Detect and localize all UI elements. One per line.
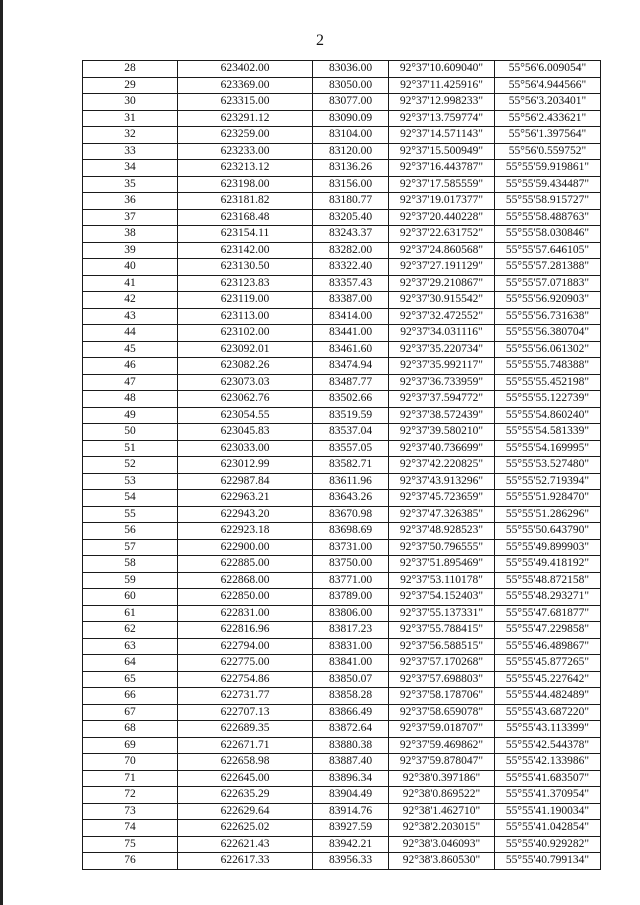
point-number-cell: 30 [83, 94, 178, 111]
x-coordinate-cell: 623045.83 [178, 424, 313, 441]
table-row [83, 589, 601, 606]
y-coordinate-cell: 83887.40 [313, 754, 389, 771]
table-row [83, 836, 601, 853]
x-coordinate-cell: 622885.00 [178, 556, 313, 573]
table-row [83, 622, 601, 639]
table-row [83, 209, 601, 226]
point-number-cell: 52 [83, 457, 178, 474]
latitude-cell: 55°55'47.681877" [495, 605, 601, 622]
y-coordinate-cell: 83858.28 [313, 688, 389, 705]
y-coordinate-cell: 83537.04 [313, 424, 389, 441]
table-row [83, 341, 601, 358]
point-number-cell: 32 [83, 127, 178, 144]
y-coordinate-cell: 83872.64 [313, 721, 389, 738]
latitude-cell: 55°55'51.928470" [495, 490, 601, 507]
longitude-cell: 92°37'12.998233" [389, 94, 495, 111]
x-coordinate-cell: 622731.77 [178, 688, 313, 705]
point-number-cell: 50 [83, 424, 178, 441]
point-number-cell: 29 [83, 77, 178, 94]
y-coordinate-cell: 83880.38 [313, 737, 389, 754]
latitude-cell: 55°55'56.920903" [495, 292, 601, 309]
latitude-cell: 55°55'48.872158" [495, 572, 601, 589]
latitude-cell: 55°55'51.286296" [495, 506, 601, 523]
latitude-cell: 55°55'49.418192" [495, 556, 601, 573]
x-coordinate-cell: 622635.29 [178, 787, 313, 804]
table-row [83, 605, 601, 622]
y-coordinate-cell: 83904.49 [313, 787, 389, 804]
table-row [83, 143, 601, 160]
x-coordinate-cell: 622658.98 [178, 754, 313, 771]
point-number-cell: 36 [83, 193, 178, 210]
latitude-cell: 55°56'1.397564" [495, 127, 601, 144]
table-row [83, 787, 601, 804]
x-coordinate-cell: 622850.00 [178, 589, 313, 606]
x-coordinate-cell: 622794.00 [178, 638, 313, 655]
y-coordinate-cell: 83806.00 [313, 605, 389, 622]
longitude-cell: 92°38'0.869522" [389, 787, 495, 804]
x-coordinate-cell: 622816.96 [178, 622, 313, 639]
x-coordinate-cell: 623259.00 [178, 127, 313, 144]
y-coordinate-cell: 83502.66 [313, 391, 389, 408]
y-coordinate-cell: 83866.49 [313, 704, 389, 721]
x-coordinate-cell: 622621.43 [178, 836, 313, 853]
point-number-cell: 37 [83, 209, 178, 226]
point-number-cell: 59 [83, 572, 178, 589]
table-row [83, 803, 601, 820]
y-coordinate-cell: 83205.40 [313, 209, 389, 226]
longitude-cell: 92°37'57.170268" [389, 655, 495, 672]
latitude-cell: 55°55'57.281388" [495, 259, 601, 276]
table-row [83, 638, 601, 655]
point-number-cell: 65 [83, 671, 178, 688]
point-number-cell: 68 [83, 721, 178, 738]
point-number-cell: 45 [83, 341, 178, 358]
longitude-cell: 92°37'32.472552" [389, 308, 495, 325]
latitude-cell: 55°55'47.229858" [495, 622, 601, 639]
x-coordinate-cell: 622617.33 [178, 853, 313, 870]
y-coordinate-cell: 83519.59 [313, 407, 389, 424]
longitude-cell: 92°37'34.031116" [389, 325, 495, 342]
table-row [83, 853, 601, 870]
point-number-cell: 39 [83, 242, 178, 259]
x-coordinate-cell: 623142.00 [178, 242, 313, 259]
longitude-cell: 92°37'45.723659" [389, 490, 495, 507]
latitude-cell: 55°55'41.683507" [495, 770, 601, 787]
longitude-cell: 92°37'48.928523" [389, 523, 495, 540]
longitude-cell: 92°37'53.110178" [389, 572, 495, 589]
coordinates-table-body [83, 61, 601, 870]
table-row [83, 127, 601, 144]
point-number-cell: 40 [83, 259, 178, 276]
longitude-cell: 92°37'55.137331" [389, 605, 495, 622]
latitude-cell: 55°55'53.527480" [495, 457, 601, 474]
x-coordinate-cell: 622625.02 [178, 820, 313, 837]
x-coordinate-cell: 622963.21 [178, 490, 313, 507]
point-number-cell: 49 [83, 407, 178, 424]
x-coordinate-cell: 623102.00 [178, 325, 313, 342]
latitude-cell: 55°55'56.380704" [495, 325, 601, 342]
longitude-cell: 92°37'56.588515" [389, 638, 495, 655]
x-coordinate-cell: 622689.35 [178, 721, 313, 738]
point-number-cell: 69 [83, 737, 178, 754]
latitude-cell: 55°55'57.071883" [495, 275, 601, 292]
longitude-cell: 92°37'50.796555" [389, 539, 495, 556]
latitude-cell: 55°56'2.433621" [495, 110, 601, 127]
longitude-cell: 92°37'59.469862" [389, 737, 495, 754]
table-row [83, 176, 601, 193]
y-coordinate-cell: 83357.43 [313, 275, 389, 292]
latitude-cell: 55°56'0.559752" [495, 143, 601, 160]
x-coordinate-cell: 622754.86 [178, 671, 313, 688]
table-row [83, 671, 601, 688]
point-number-cell: 51 [83, 440, 178, 457]
x-coordinate-cell: 623198.00 [178, 176, 313, 193]
y-coordinate-cell: 83831.00 [313, 638, 389, 655]
table-row [83, 440, 601, 457]
table-row [83, 94, 601, 111]
longitude-cell: 92°37'15.500949" [389, 143, 495, 160]
y-coordinate-cell: 83841.00 [313, 655, 389, 672]
y-coordinate-cell: 83698.69 [313, 523, 389, 540]
latitude-cell: 55°55'41.370954" [495, 787, 601, 804]
longitude-cell: 92°37'47.326385" [389, 506, 495, 523]
point-number-cell: 60 [83, 589, 178, 606]
point-number-cell: 73 [83, 803, 178, 820]
x-coordinate-cell: 623181.82 [178, 193, 313, 210]
longitude-cell: 92°37'43.913296" [389, 473, 495, 490]
longitude-cell: 92°37'54.152403" [389, 589, 495, 606]
x-coordinate-cell: 623033.00 [178, 440, 313, 457]
table-row [83, 737, 601, 754]
longitude-cell: 92°37'29.210867" [389, 275, 495, 292]
y-coordinate-cell: 83050.00 [313, 77, 389, 94]
longitude-cell: 92°37'10.609040" [389, 61, 495, 78]
x-coordinate-cell: 622831.00 [178, 605, 313, 622]
longitude-cell: 92°37'59.878047" [389, 754, 495, 771]
table-row [83, 754, 601, 771]
y-coordinate-cell: 83557.05 [313, 440, 389, 457]
x-coordinate-cell: 623012.99 [178, 457, 313, 474]
x-coordinate-cell: 623119.00 [178, 292, 313, 309]
x-coordinate-cell: 623082.26 [178, 358, 313, 375]
table-row [83, 374, 601, 391]
y-coordinate-cell: 83750.00 [313, 556, 389, 573]
x-coordinate-cell: 623402.00 [178, 61, 313, 78]
latitude-cell: 55°55'55.122739" [495, 391, 601, 408]
x-coordinate-cell: 622987.84 [178, 473, 313, 490]
x-coordinate-cell: 623315.00 [178, 94, 313, 111]
latitude-cell: 55°55'55.452198" [495, 374, 601, 391]
table-row [83, 820, 601, 837]
latitude-cell: 55°55'41.190034" [495, 803, 601, 820]
longitude-cell: 92°37'16.443787" [389, 160, 495, 177]
point-number-cell: 58 [83, 556, 178, 573]
x-coordinate-cell: 622707.13 [178, 704, 313, 721]
y-coordinate-cell: 83104.00 [313, 127, 389, 144]
longitude-cell: 92°38'3.860530" [389, 853, 495, 870]
x-coordinate-cell: 622868.00 [178, 572, 313, 589]
point-number-cell: 57 [83, 539, 178, 556]
latitude-cell: 55°55'56.731638" [495, 308, 601, 325]
longitude-cell: 92°38'0.397186" [389, 770, 495, 787]
table-row [83, 193, 601, 210]
x-coordinate-cell: 622943.20 [178, 506, 313, 523]
table-row [83, 110, 601, 127]
latitude-cell: 55°55'52.719394" [495, 473, 601, 490]
table-row [83, 391, 601, 408]
table-row [83, 721, 601, 738]
point-number-cell: 44 [83, 325, 178, 342]
table-row [83, 77, 601, 94]
point-number-cell: 38 [83, 226, 178, 243]
point-number-cell: 67 [83, 704, 178, 721]
table-row [83, 539, 601, 556]
table-row [83, 242, 601, 259]
table-row [83, 688, 601, 705]
point-number-cell: 55 [83, 506, 178, 523]
x-coordinate-cell: 623291.12 [178, 110, 313, 127]
y-coordinate-cell: 83474.94 [313, 358, 389, 375]
y-coordinate-cell: 83487.77 [313, 374, 389, 391]
point-number-cell: 70 [83, 754, 178, 771]
latitude-cell: 55°55'42.544378" [495, 737, 601, 754]
table-row [83, 160, 601, 177]
y-coordinate-cell: 83789.00 [313, 589, 389, 606]
point-number-cell: 34 [83, 160, 178, 177]
x-coordinate-cell: 623154.11 [178, 226, 313, 243]
y-coordinate-cell: 83956.33 [313, 853, 389, 870]
longitude-cell: 92°38'3.046093" [389, 836, 495, 853]
x-coordinate-cell: 622645.00 [178, 770, 313, 787]
point-number-cell: 47 [83, 374, 178, 391]
table-row [83, 457, 601, 474]
y-coordinate-cell: 83077.00 [313, 94, 389, 111]
table-row [83, 275, 601, 292]
point-number-cell: 72 [83, 787, 178, 804]
latitude-cell: 55°55'45.877265" [495, 655, 601, 672]
table-row [83, 292, 601, 309]
y-coordinate-cell: 83322.40 [313, 259, 389, 276]
table-row [83, 259, 601, 276]
latitude-cell: 55°55'57.646105" [495, 242, 601, 259]
y-coordinate-cell: 83670.98 [313, 506, 389, 523]
table-row [83, 490, 601, 507]
longitude-cell: 92°37'19.017377" [389, 193, 495, 210]
longitude-cell: 92°37'30.915542" [389, 292, 495, 309]
x-coordinate-cell: 623054.55 [178, 407, 313, 424]
longitude-cell: 92°37'17.585559" [389, 176, 495, 193]
x-coordinate-cell: 623123.83 [178, 275, 313, 292]
latitude-cell: 55°56'4.944566" [495, 77, 601, 94]
point-number-cell: 75 [83, 836, 178, 853]
point-number-cell: 56 [83, 523, 178, 540]
table-row [83, 556, 601, 573]
point-number-cell: 54 [83, 490, 178, 507]
point-number-cell: 74 [83, 820, 178, 837]
longitude-cell: 92°37'57.698803" [389, 671, 495, 688]
latitude-cell: 55°55'48.293271" [495, 589, 601, 606]
longitude-cell: 92°37'40.736699" [389, 440, 495, 457]
page-number: 2 [316, 32, 324, 49]
y-coordinate-cell: 83243.37 [313, 226, 389, 243]
y-coordinate-cell: 83120.00 [313, 143, 389, 160]
table-row [83, 572, 601, 589]
y-coordinate-cell: 83414.00 [313, 308, 389, 325]
table-row [83, 358, 601, 375]
x-coordinate-cell: 622629.64 [178, 803, 313, 820]
latitude-cell: 55°55'50.643790" [495, 523, 601, 540]
latitude-cell: 55°55'56.061302" [495, 341, 601, 358]
longitude-cell: 92°38'2.203015" [389, 820, 495, 837]
y-coordinate-cell: 83896.34 [313, 770, 389, 787]
longitude-cell: 92°37'51.895469" [389, 556, 495, 573]
x-coordinate-cell: 623168.48 [178, 209, 313, 226]
y-coordinate-cell: 83090.09 [313, 110, 389, 127]
longitude-cell: 92°37'42.220825" [389, 457, 495, 474]
latitude-cell: 55°55'40.929282" [495, 836, 601, 853]
longitude-cell: 92°37'38.572439" [389, 407, 495, 424]
coordinates-table [82, 60, 601, 870]
latitude-cell: 55°55'58.915727" [495, 193, 601, 210]
table-row [83, 655, 601, 672]
latitude-cell: 55°55'45.227642" [495, 671, 601, 688]
latitude-cell: 55°55'44.482489" [495, 688, 601, 705]
latitude-cell: 55°55'41.042854" [495, 820, 601, 837]
x-coordinate-cell: 622900.00 [178, 539, 313, 556]
longitude-cell: 92°37'24.860568" [389, 242, 495, 259]
y-coordinate-cell: 83441.00 [313, 325, 389, 342]
point-number-cell: 43 [83, 308, 178, 325]
table-row [83, 61, 601, 78]
x-coordinate-cell: 623092.01 [178, 341, 313, 358]
latitude-cell: 55°55'59.919861" [495, 160, 601, 177]
point-number-cell: 63 [83, 638, 178, 655]
table-row [83, 523, 601, 540]
latitude-cell: 55°55'59.434487" [495, 176, 601, 193]
latitude-cell: 55°55'49.899903" [495, 539, 601, 556]
y-coordinate-cell: 83036.00 [313, 61, 389, 78]
x-coordinate-cell: 623233.00 [178, 143, 313, 160]
point-number-cell: 61 [83, 605, 178, 622]
point-number-cell: 71 [83, 770, 178, 787]
y-coordinate-cell: 83180.77 [313, 193, 389, 210]
x-coordinate-cell: 623130.50 [178, 259, 313, 276]
latitude-cell: 55°55'58.488763" [495, 209, 601, 226]
longitude-cell: 92°37'35.992117" [389, 358, 495, 375]
latitude-cell: 55°55'43.113399" [495, 721, 601, 738]
longitude-cell: 92°37'27.191129" [389, 259, 495, 276]
x-coordinate-cell: 623369.00 [178, 77, 313, 94]
latitude-cell: 55°55'43.687220" [495, 704, 601, 721]
table-row [83, 325, 601, 342]
longitude-cell: 92°37'39.580210" [389, 424, 495, 441]
latitude-cell: 55°55'55.748388" [495, 358, 601, 375]
y-coordinate-cell: 83461.60 [313, 341, 389, 358]
point-number-cell: 46 [83, 358, 178, 375]
point-number-cell: 35 [83, 176, 178, 193]
longitude-cell: 92°37'20.440228" [389, 209, 495, 226]
longitude-cell: 92°37'59.018707" [389, 721, 495, 738]
point-number-cell: 76 [83, 853, 178, 870]
longitude-cell: 92°37'58.178706" [389, 688, 495, 705]
y-coordinate-cell: 83927.59 [313, 820, 389, 837]
point-number-cell: 42 [83, 292, 178, 309]
longitude-cell: 92°37'58.659078" [389, 704, 495, 721]
table-row [83, 226, 601, 243]
longitude-cell: 92°37'35.220734" [389, 341, 495, 358]
x-coordinate-cell: 622775.00 [178, 655, 313, 672]
table-row [83, 424, 601, 441]
point-number-cell: 33 [83, 143, 178, 160]
y-coordinate-cell: 83136.26 [313, 160, 389, 177]
table-row [83, 407, 601, 424]
y-coordinate-cell: 83817.23 [313, 622, 389, 639]
y-coordinate-cell: 83731.00 [313, 539, 389, 556]
longitude-cell: 92°37'55.788415" [389, 622, 495, 639]
latitude-cell: 55°55'46.489867" [495, 638, 601, 655]
table-row [83, 770, 601, 787]
table-row [83, 473, 601, 490]
longitude-cell: 92°37'14.571143" [389, 127, 495, 144]
latitude-cell: 55°55'58.030846" [495, 226, 601, 243]
latitude-cell: 55°55'54.581339" [495, 424, 601, 441]
x-coordinate-cell: 622923.18 [178, 523, 313, 540]
point-number-cell: 53 [83, 473, 178, 490]
x-coordinate-cell: 623213.12 [178, 160, 313, 177]
scan-edge [0, 0, 3, 905]
y-coordinate-cell: 83387.00 [313, 292, 389, 309]
x-coordinate-cell: 622671.71 [178, 737, 313, 754]
y-coordinate-cell: 83771.00 [313, 572, 389, 589]
y-coordinate-cell: 83942.21 [313, 836, 389, 853]
longitude-cell: 92°37'37.594772" [389, 391, 495, 408]
latitude-cell: 55°55'40.799134" [495, 853, 601, 870]
y-coordinate-cell: 83156.00 [313, 176, 389, 193]
point-number-cell: 31 [83, 110, 178, 127]
latitude-cell: 55°55'54.860240" [495, 407, 601, 424]
table-row [83, 506, 601, 523]
y-coordinate-cell: 83850.07 [313, 671, 389, 688]
latitude-cell: 55°56'6.009054" [495, 61, 601, 78]
latitude-cell: 55°55'54.169995" [495, 440, 601, 457]
longitude-cell: 92°37'13.759774" [389, 110, 495, 127]
x-coordinate-cell: 623062.76 [178, 391, 313, 408]
point-number-cell: 64 [83, 655, 178, 672]
longitude-cell: 92°37'36.733959" [389, 374, 495, 391]
table-row [83, 704, 601, 721]
longitude-cell: 92°37'11.425916" [389, 77, 495, 94]
table-row [83, 308, 601, 325]
point-number-cell: 41 [83, 275, 178, 292]
y-coordinate-cell: 83582.71 [313, 457, 389, 474]
y-coordinate-cell: 83282.00 [313, 242, 389, 259]
latitude-cell: 55°56'3.203401" [495, 94, 601, 111]
x-coordinate-cell: 623073.03 [178, 374, 313, 391]
longitude-cell: 92°37'22.631752" [389, 226, 495, 243]
point-number-cell: 66 [83, 688, 178, 705]
latitude-cell: 55°55'42.133986" [495, 754, 601, 771]
point-number-cell: 28 [83, 61, 178, 78]
point-number-cell: 48 [83, 391, 178, 408]
y-coordinate-cell: 83914.76 [313, 803, 389, 820]
y-coordinate-cell: 83611.96 [313, 473, 389, 490]
x-coordinate-cell: 623113.00 [178, 308, 313, 325]
longitude-cell: 92°38'1.462710" [389, 803, 495, 820]
point-number-cell: 62 [83, 622, 178, 639]
y-coordinate-cell: 83643.26 [313, 490, 389, 507]
